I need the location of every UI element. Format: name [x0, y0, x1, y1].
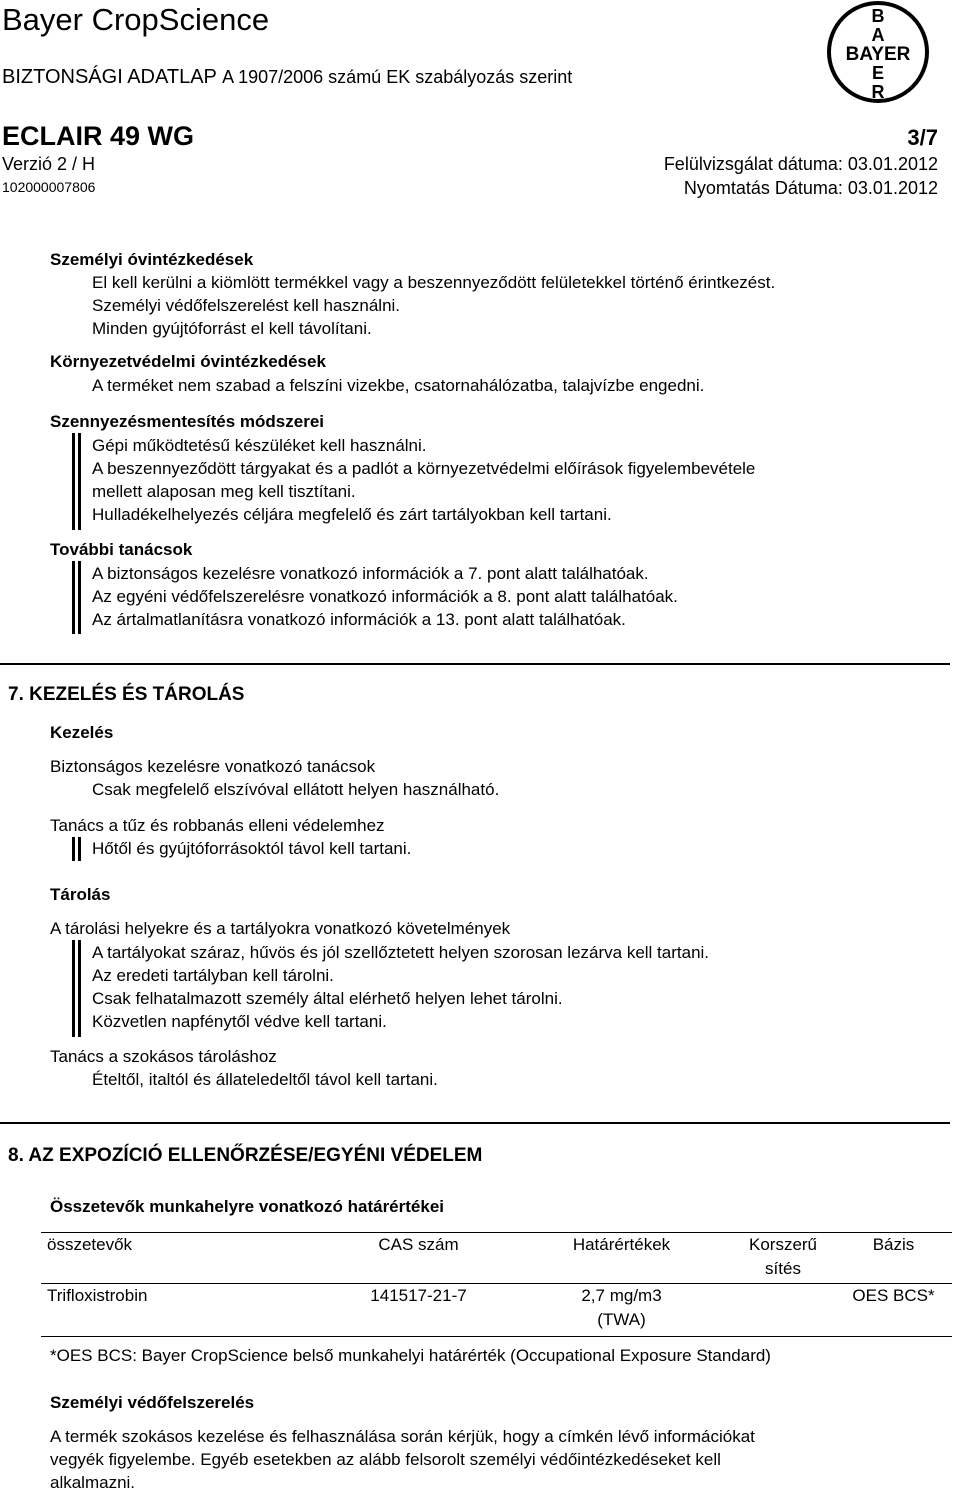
revision-bar	[78, 837, 81, 861]
company-name: Bayer CropScience	[2, 2, 270, 37]
table-header-cell: Korszerű sítés	[731, 1233, 835, 1284]
table-header-row	[41, 1233, 952, 1284]
section-divider	[0, 663, 950, 665]
personal-precautions-line: El kell kerülni a kiömlött termékkel vagy a beszennyeződött felületekkel történő érintkezést.	[92, 273, 776, 292]
section8-title: 8. AZ EXPOZÍCIÓ ELLENŐRZÉSE/EGYÉNI VÉDELEM	[8, 1145, 483, 1166]
further-advice-line: A biztonságos kezelésre vonatkozó információk a 7. pont alatt találhatóak.	[92, 564, 649, 583]
table-cell: Trifloxistrobin	[41, 1284, 325, 1337]
regulation-reference: A 1907/2006 számú EK szabályozás szerint	[222, 67, 573, 87]
handling-heading: Kezelés	[50, 723, 114, 742]
personal-precautions-line: Minden gyújtóforrást el kell távolítani.	[92, 319, 372, 338]
storage-requirements-line: Csak felhatalmazott személy által elérhető helyen lehet tárolni.	[92, 989, 563, 1008]
table-row	[41, 1284, 952, 1337]
logo-letter-a: A	[871, 25, 885, 45]
table-header-cell: Bázis	[835, 1233, 952, 1284]
table-cell: 2,7 mg/m3 (TWA)	[512, 1284, 731, 1337]
version-label: Verzió 2 / H	[2, 154, 96, 174]
document-number: 102000007806	[2, 179, 96, 195]
section-divider	[0, 1122, 950, 1124]
storage-heading: Tárolás	[50, 885, 111, 904]
document-type: BIZTONSÁGI ADATLAP	[2, 66, 217, 88]
common-storage-label: Tanács a szokásos tároláshoz	[50, 1047, 277, 1066]
environmental-precautions-line: A terméket nem szabad a felszíni vizekbe, csatornahálózatba, talajvízbe engedni.	[92, 376, 705, 395]
table-header-cell: összetevők	[41, 1233, 325, 1284]
ppe-text-line: A termék szokásos kezelése és felhasználása során kérjük, hogy a címkén lévő információkat	[50, 1427, 755, 1446]
storage-requirements-line: Közvetlen napfénytől védve kell tartani.	[92, 1012, 387, 1031]
personal-precautions-heading: Személyi óvintézkedések	[50, 250, 254, 269]
cleanup-methods-line: Gépi működtetésű készüléket kell használni.	[92, 436, 427, 455]
revision-bar	[72, 561, 75, 634]
cleanup-methods-line: A beszennyeződött tárgyakat és a padlót a környezetvédelmi előírások figyelembevétele	[92, 459, 756, 478]
table-cell: OES BCS*	[835, 1284, 952, 1337]
safe-handling-text: Csak megfelelő elszívóval ellátott helyen használható.	[92, 780, 500, 799]
revision-bar	[72, 940, 75, 1037]
storage-requirements-line: Az eredeti tartályban kell tárolni.	[92, 966, 334, 985]
print-date: Nyomtatás Dátuma: 03.01.2012	[683, 178, 938, 198]
revision-bar	[78, 561, 81, 634]
logo-letter-r: R	[871, 82, 885, 102]
product-name: ECLAIR 49 WG	[2, 121, 195, 151]
document-title	[2, 64, 572, 90]
ppe-text-line: vegyék figyelembe. Egyéb esetekben az alább felsorolt személyi védőintézkedéseket kell	[50, 1450, 721, 1469]
table-header-cell: Határértékek	[512, 1233, 731, 1284]
storage-requirements-line: A tartályokat száraz, hűvös és jól szellőztetett helyen szorosan lezárva kell tartani.	[92, 943, 710, 962]
table-footnote: *OES BCS: Bayer CropScience belső munkahelyi határérték (Occupational Exposure Standard)	[50, 1346, 771, 1365]
logo-wordmark: BAYER	[845, 44, 911, 65]
table-cell: 141517-21-7	[325, 1284, 512, 1337]
review-date: Felülvizsgálat dátuma: 03.01.2012	[663, 154, 938, 174]
storage-requirements-label: A tárolási helyekre és a tartályokra vonatkozó követelmények	[50, 919, 511, 938]
revision-bar	[72, 837, 75, 861]
table-header-cell: CAS szám	[325, 1233, 512, 1284]
logo-letter-b: B	[871, 6, 885, 26]
logo-letter-e: E	[871, 63, 885, 83]
section7-title: 7. KEZELÉS ÉS TÁROLÁS	[8, 684, 245, 705]
cleanup-methods-line: mellett alaposan meg kell tisztítani.	[92, 482, 356, 501]
fire-protection-label: Tanács a tűz és robbanás elleni védelemhez	[50, 816, 385, 835]
table-cell	[731, 1284, 835, 1337]
revision-bar	[78, 940, 81, 1037]
ppe-text-line: alkalmazni.	[50, 1473, 136, 1492]
revision-bar	[72, 433, 75, 530]
page-number: 3/7	[907, 125, 938, 150]
further-advice-line: Az ártalmatlanításra vonatkozó információk a 13. pont alatt találhatóak.	[92, 610, 626, 629]
personal-precautions-line: Személyi védőfelszerelést kell használni.	[92, 296, 401, 315]
revision-bar	[78, 433, 81, 530]
environmental-precautions-heading: Környezetvédelmi óvintézkedések	[50, 352, 326, 371]
cleanup-methods-line: Hulladékelhelyezés céljára megfelelő és zárt tartályokban kell tartani.	[92, 505, 612, 524]
further-advice-line: Az egyéni védőfelszerelésre vonatkozó információk a 8. pont alatt találhatóak.	[92, 587, 678, 606]
safe-handling-label: Biztonságos kezelésre vonatkozó tanácsok	[50, 757, 376, 776]
exposure-limits-heading: Összetevők munkahelyre vonatkozó határértékei	[50, 1197, 444, 1216]
common-storage-text: Ételtől, italtól és állateledeltől távol kell tartani.	[92, 1070, 438, 1089]
bayer-cross-logo	[826, 0, 930, 104]
cleanup-methods-heading: Szennyezésmentesítés módszerei	[50, 412, 325, 431]
further-advice-heading: További tanácsok	[50, 540, 193, 559]
exposure-limits-table	[41, 1232, 952, 1337]
ppe-heading: Személyi védőfelszerelés	[50, 1393, 255, 1412]
fire-protection-text: Hőtől és gyújtóforrásoktól távol kell tartani.	[92, 839, 412, 858]
